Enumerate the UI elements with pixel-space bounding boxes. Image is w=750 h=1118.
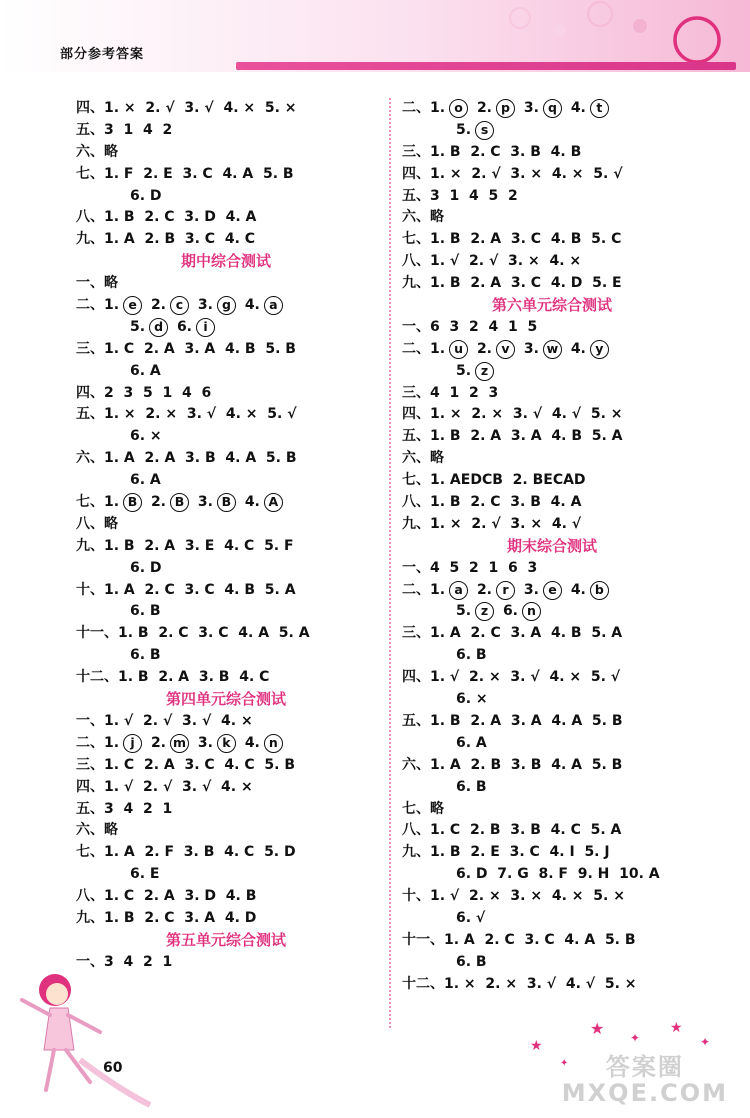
answer-line [76,317,376,339]
answer-line: 6. B [456,953,487,970]
answer-line [402,601,702,623]
circled-answer: e [543,581,562,600]
item-number: 2. [476,581,492,598]
item-number: 1. [430,581,446,598]
circled-answer: q [543,99,562,118]
item-number: 4. [570,100,586,116]
answer-line: 十二、1. B 2. A 3. B 4. C [76,669,270,686]
circled-answer: b [590,581,609,600]
svg-text:✦: ✦ [630,1031,641,1045]
answer-line [402,339,702,361]
answer-line: 六、1. A 2. A 3. B 4. A 5. B [76,450,297,467]
answer-line: 五、3 4 2 1 [76,800,173,817]
answer-line: 五、1. B 2. A 3. A 4. A 5. B [402,712,623,729]
answer-line: 九、1. B 2. C 3. A 4. D [76,909,257,926]
answer-line: 6. A [456,734,487,751]
answer-line: 一、6 3 2 4 1 5 [402,318,538,335]
circled-answer: w [543,340,562,359]
circled-answer: n [264,734,283,753]
item-number: 1. [430,100,446,116]
svg-text:✦: ✦ [560,1058,569,1069]
circled-answer: B [123,493,142,512]
item-number: 3. [523,581,539,598]
item-number: 5. [456,603,472,620]
svg-text:★: ★ [590,1020,605,1038]
answer-line: 6. D 7. G 8. F 9. H 10. A [456,866,660,883]
answer-line: 八、1. B 2. C 3. D 4. A [76,209,257,226]
circled-answer: r [496,581,515,600]
svg-text:★: ★ [670,1020,683,1036]
answer-line: 一、略 [76,275,118,292]
answer-line: 八、1. C 2. A 3. D 4. B [76,888,257,905]
answer-line: 七、1. A 2. F 3. B 4. C 5. D [76,844,296,861]
item-number: 4. [570,581,586,598]
answer-line: 6. D [130,187,162,204]
answer-line [402,580,702,602]
answer-line [76,295,376,317]
header-title: 部分参考答案 [60,47,145,62]
answer-column-right [402,98,702,996]
answer-line: 6. A [130,472,161,489]
item-number: 5. [456,362,472,379]
answer-line: 十、1. √ 2. × 3. × 4. × 5. × [402,888,625,905]
answer-line: 6. × [130,428,162,445]
item-number: 4. [244,297,260,314]
circled-answer: z [475,362,494,381]
item-number: 4. [244,734,260,751]
answer-line: 四、1. √ 2. √ 3. √ 4. × [76,778,253,795]
answer-line: 6. E [130,866,160,883]
answer-line: 九、1. B 2. A 3. E 4. C 5. F [76,537,294,554]
answer-line: 八、略 [76,515,118,532]
item-number: 1. [104,297,120,314]
answer-line: 八、1. C 2. B 3. B 4. C 5. A [402,822,622,839]
circled-answer: j [123,734,142,753]
page-number: 60 [103,1060,123,1076]
header-rule [236,62,736,70]
answer-line: 6. D [130,559,162,576]
item-number: 3. [523,100,539,116]
section-heading: 期末综合测试 [506,536,597,555]
answer-line: 四、1. × 2. √ 3. √ 4. × 5. × [76,100,297,116]
question-number: 二、 [76,734,104,751]
circled-answer: k [217,734,236,753]
item-number: 4. [570,340,586,357]
circled-answer: y [590,340,609,359]
answer-column-left [76,98,376,974]
answer-line: 五、3 1 4 2 [76,121,173,138]
answer-line: 十一、1. A 2. C 3. C 4. A 5. B [402,931,636,948]
circled-answer: m [170,734,189,753]
item-number: 3. [197,734,213,751]
circled-answer: t [590,99,609,118]
answer-line: 九、1. B 2. E 3. C 4. I 5. J [402,844,610,861]
section-heading: 第五单元综合测试 [165,930,286,949]
answer-line: 六、略 [76,143,118,160]
answer-line: 一、4 5 2 1 6 3 [402,559,538,576]
answer-line: 四、1. × 2. × 3. √ 4. √ 5. × [402,406,623,423]
answer-line [402,120,702,142]
item-number: 2. [150,297,166,314]
answer-line: 七、略 [402,800,444,817]
answer-line: 七、1. F 2. E 3. C 4. A 5. B [76,165,294,182]
answer-line: 五、1. B 2. A 3. A 4. B 5. A [402,428,623,445]
answer-line: 四、1. × 2. √ 3. × 4. × 5. √ [402,165,623,182]
item-number: 6. [176,318,192,335]
answer-line: 6. B [130,603,161,620]
section-heading: 第四单元综合测试 [165,690,286,709]
cartoon-girl-illustration [10,960,160,1110]
circled-answer: d [149,318,168,337]
answer-line: 八、1. √ 2. √ 3. × 4. × [402,253,582,270]
answer-line: 四、1. √ 2. × 3. √ 4. × 5. √ [402,669,621,686]
answer-line: 五、1. × 2. × 3. √ 4. × 5. √ [76,406,297,423]
circled-answer: B [170,493,189,512]
answer-line: 九、1. B 2. A 3. C 4. D 5. E [402,275,622,292]
question-number: 二、 [76,297,104,314]
answer-line [402,98,702,120]
circled-answer: A [264,493,283,512]
answer-line: 七、1. AEDCB 2. BECAD [402,472,586,489]
column-divider [389,98,391,1028]
answer-line [402,361,702,383]
answer-line: 六、1. A 2. B 3. B 4. A 5. B [402,756,623,773]
circled-answer: o [449,99,468,118]
answer-line: 五、3 1 4 5 2 [402,187,518,204]
item-number: 3. [523,340,539,357]
circled-answer: n [522,602,541,621]
answer-line [76,492,376,514]
svg-text:★: ★ [530,1038,543,1054]
answer-line: 三、1. C 2. A 3. C 4. C 5. B [76,756,295,773]
item-number: 5. [130,318,146,335]
answer-line: 六、略 [402,450,444,467]
circled-answer: s [475,121,494,140]
answer-line: 六、略 [76,822,118,839]
circled-answer: v [496,340,515,359]
item-number: 1. [104,494,120,511]
answer-line: 九、1. × 2. √ 3. × 4. √ [402,515,582,532]
answer-line: 九、1. A 2. B 3. C 4. C [76,231,256,248]
circled-answer: i [196,318,215,337]
answer-line: 6. × [456,691,488,708]
answer-line: 十二、1. × 2. × 3. √ 4. √ 5. × [402,975,637,992]
item-number: 2. [150,494,166,511]
item-number: 2. [476,340,492,357]
answer-line: 七、1. B 2. A 3. C 4. B 5. C [402,231,622,248]
answer-line: 十一、1. B 2. C 3. C 4. A 5. A [76,625,310,642]
answer-line: 6. √ [456,909,486,926]
circled-answer: g [217,296,236,315]
answer-line: 四、2 3 5 1 4 6 [76,384,212,401]
answer-line: 六、略 [402,209,444,226]
answer-line: 6. B [456,647,487,664]
answer-line [76,733,376,755]
question-number: 二、 [402,581,430,598]
answer-line: 一、1. √ 2. √ 3. √ 4. × [76,712,253,729]
answer-line: 三、1. C 2. A 3. A 4. B 5. B [76,340,296,357]
answer-line: 三、4 1 2 3 [402,384,499,401]
circled-answer: a [264,296,283,315]
question-number: 七、 [76,494,104,511]
answer-line: 八、1. B 2. C 3. B 4. A [402,494,582,511]
answer-line: 6. B [456,778,487,795]
question-number: 二、 [402,340,430,357]
circled-answer: u [449,340,468,359]
circled-answer: p [496,99,515,118]
item-number: 6. [502,603,518,620]
answer-line: 一、3 4 2 1 [76,953,173,970]
item-number: 3. [197,297,213,314]
section-heading: 期中综合测试 [180,252,271,271]
circled-answer: e [123,296,142,315]
watermark: 答案圈 MXQE.COM [561,1053,728,1107]
item-number: 3. [197,494,213,511]
answer-line: 三、1. B 2. C 3. B 4. B [402,143,582,160]
item-number: 1. [430,340,446,357]
item-number: 4. [244,494,260,511]
answer-line: 6. B [130,647,161,664]
question-number: 二、 [402,100,430,116]
section-heading: 第六单元综合测试 [491,296,612,315]
item-number: 1. [104,734,120,751]
circled-answer: B [217,493,236,512]
circled-answer: a [449,581,468,600]
item-number: 2. [150,734,166,751]
answer-line: 三、1. A 2. C 3. A 4. B 5. A [402,625,623,642]
answer-line: 十、1. A 2. C 3. C 4. B 5. A [76,581,296,598]
item-number: 5. [456,121,472,138]
item-number: 2. [476,100,492,116]
circled-answer: z [475,602,494,621]
answer-line: 6. A [130,362,161,379]
svg-text:✦: ✦ [700,1035,711,1049]
circled-answer: c [170,296,189,315]
